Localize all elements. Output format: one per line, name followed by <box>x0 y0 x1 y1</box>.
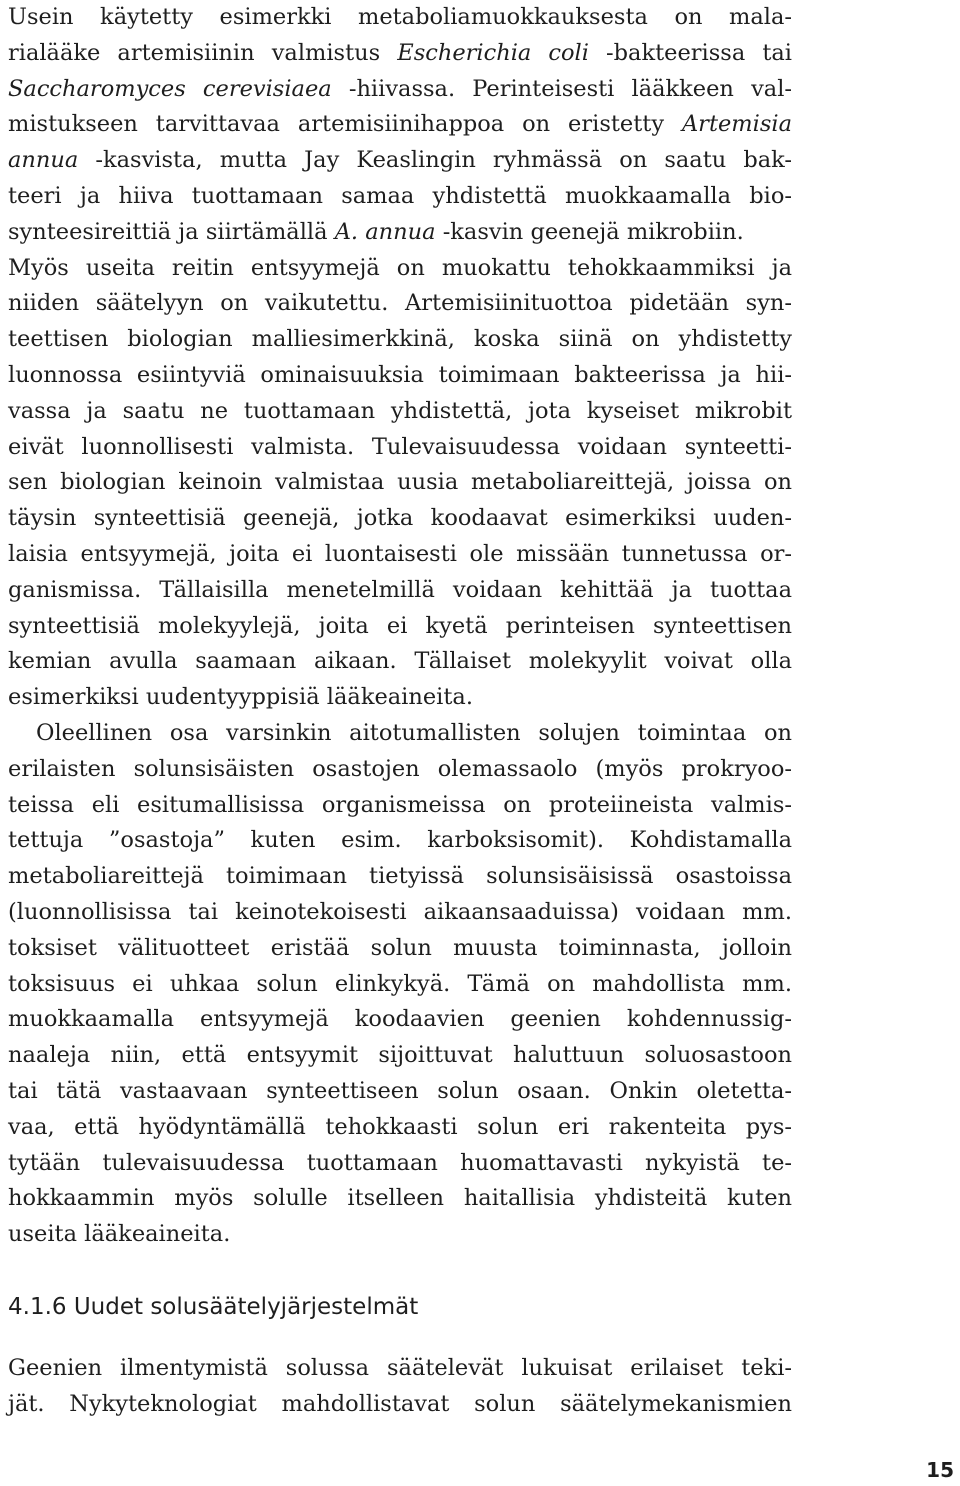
species-name: Artemisia <box>681 111 792 138</box>
text-fragment: -kasvin geenejä mikrobiin. <box>435 218 744 245</box>
text-line: eivät luonnollisesti valmista. Tulevaisuudessa voidaan synteetti- <box>8 433 792 460</box>
text-line: naaleja niin, että entsyymit sijoittuvat haluttuun soluosastoon <box>8 1042 792 1069</box>
text-line: jät. Nykyteknologiat mahdollistavat solun säätelymekanismien <box>8 1390 792 1417</box>
text-line: tai tätä vastaavaan synteettiseen solun osaan. Onkin oletetta- <box>8 1077 792 1104</box>
text-fragment: synteesireittiä ja siirtämällä <box>8 218 335 245</box>
text-line: metaboliareittejä toimimaan tietyissä solunsisäisissä osastoissa <box>8 863 792 890</box>
text-line: täysin synteettisiä geenejä, jotka koodaavat esimerkiksi uuden- <box>8 505 792 532</box>
text-line: Oleellinen osa varsinkin aitotumallisten solujen toimintaa on <box>36 719 792 746</box>
text-line <box>8 107 792 143</box>
text-line: synteettisiä molekyylejä, joita ei kyetä perinteisen synteettisen <box>8 612 792 639</box>
text-line: useita lääkeaineita. <box>8 1221 231 1248</box>
text-line: toksisuus ei uhkaa solun elinkykyä. Tämä on mahdollista mm. <box>8 970 792 997</box>
body-text <box>8 0 792 1253</box>
section-heading: 4.1.6 Uudet solusäätelyjärjestelmät <box>8 1294 419 1320</box>
text-fragment: mistukseen tarvittavaa artemisiinihappoa on eristetty <box>8 111 682 138</box>
text-line: hokkaammin myös solulle itselleen haitallisia yhdisteitä kuten <box>8 1185 792 1212</box>
text-line: teeri ja hiiva tuottamaan samaa yhdistettä muokkaamalla bio- <box>8 182 792 209</box>
text-line <box>8 72 792 108</box>
text-line: (luonnollisissa tai keinotekoisesti aikaansaaduissa) voidaan mm. <box>8 898 792 925</box>
text-line: vassa ja saatu ne tuottamaan yhdistettä, jota kyseiset mikrobit <box>8 397 792 424</box>
text-line: teissa eli esitumallisissa organismeissa on proteiineista valmis- <box>8 791 792 818</box>
species-name: Escherichia coli <box>397 39 589 66</box>
text-line: erilaisten solunsisäisten osastojen olemassaolo (myös prokryoo- <box>8 755 792 782</box>
text-line: esimerkiksi uudentyyppisiä lääkeaineita. <box>8 684 473 711</box>
text-line <box>8 143 792 179</box>
species-name: annua <box>8 147 79 174</box>
text-line <box>8 215 792 251</box>
text-line: toksiset välituotteet eristää solun muusta toiminnasta, jolloin <box>8 934 792 961</box>
section-body-text <box>8 1351 792 1423</box>
text-line: sen biologian keinoin valmistaa uusia metaboliareittejä, joissa on <box>8 469 792 496</box>
species-name: Saccharomyces cerevisiaea <box>8 75 332 102</box>
text-line <box>8 36 792 72</box>
species-name: A. annua <box>334 218 436 245</box>
text-line: luonnossa esiintyviä ominaisuuksia toimimaan bakteerissa ja hii- <box>8 361 792 388</box>
page-number: 15 <box>926 1458 954 1482</box>
text-line: kemian avulla saamaan aikaan. Tällaiset molekyylit voivat olla <box>8 648 792 675</box>
text-line: Usein käytetty esimerkki metaboliamuokkauksesta on mala- <box>8 4 792 30</box>
text-fragment: -kasvista, mutta Jay Keaslingin ryhmässä on saatu bak- <box>78 147 792 174</box>
text-line: Myös useita reitin entsyymejä on muokattu tehokkaammiksi ja <box>8 254 792 281</box>
text-line: ganismissa. Tällaisilla menetelmillä voidaan kehittää ja tuottaa <box>8 576 792 603</box>
text-line: tettuja ”osastoja” kuten esim. karboksisomit). Kohdistamalla <box>8 827 792 854</box>
text-fragment: rialääke artemisiinin valmistus <box>8 39 398 66</box>
text-fragment: -bakteerissa tai <box>588 39 792 66</box>
text-line: laisia entsyymejä, joita ei luontaisesti ole missään tunnetussa or- <box>8 540 792 567</box>
text-line: muokkaamalla entsyymejä koodaavien geenien kohdennussig- <box>8 1006 792 1033</box>
text-line: vaa, että hyödyntämällä tehokkaasti solun eri rakenteita pys- <box>8 1113 792 1140</box>
text-line: teettisen biologian malliesimerkkinä, koska siinä on yhdistetty <box>8 326 792 353</box>
text-line: Geenien ilmentymistä solussa säätelevät lukuisat erilaiset teki- <box>8 1355 792 1381</box>
text-line: tytään tulevaisuudessa tuottamaan huomattavasti nykyistä te- <box>8 1149 792 1176</box>
text-fragment: -hiivassa. Perinteisesti lääkkeen val- <box>331 75 792 102</box>
text-line: niiden säätelyyn on vaikutettu. Artemisiinituottoa pidetään syn- <box>8 290 792 317</box>
